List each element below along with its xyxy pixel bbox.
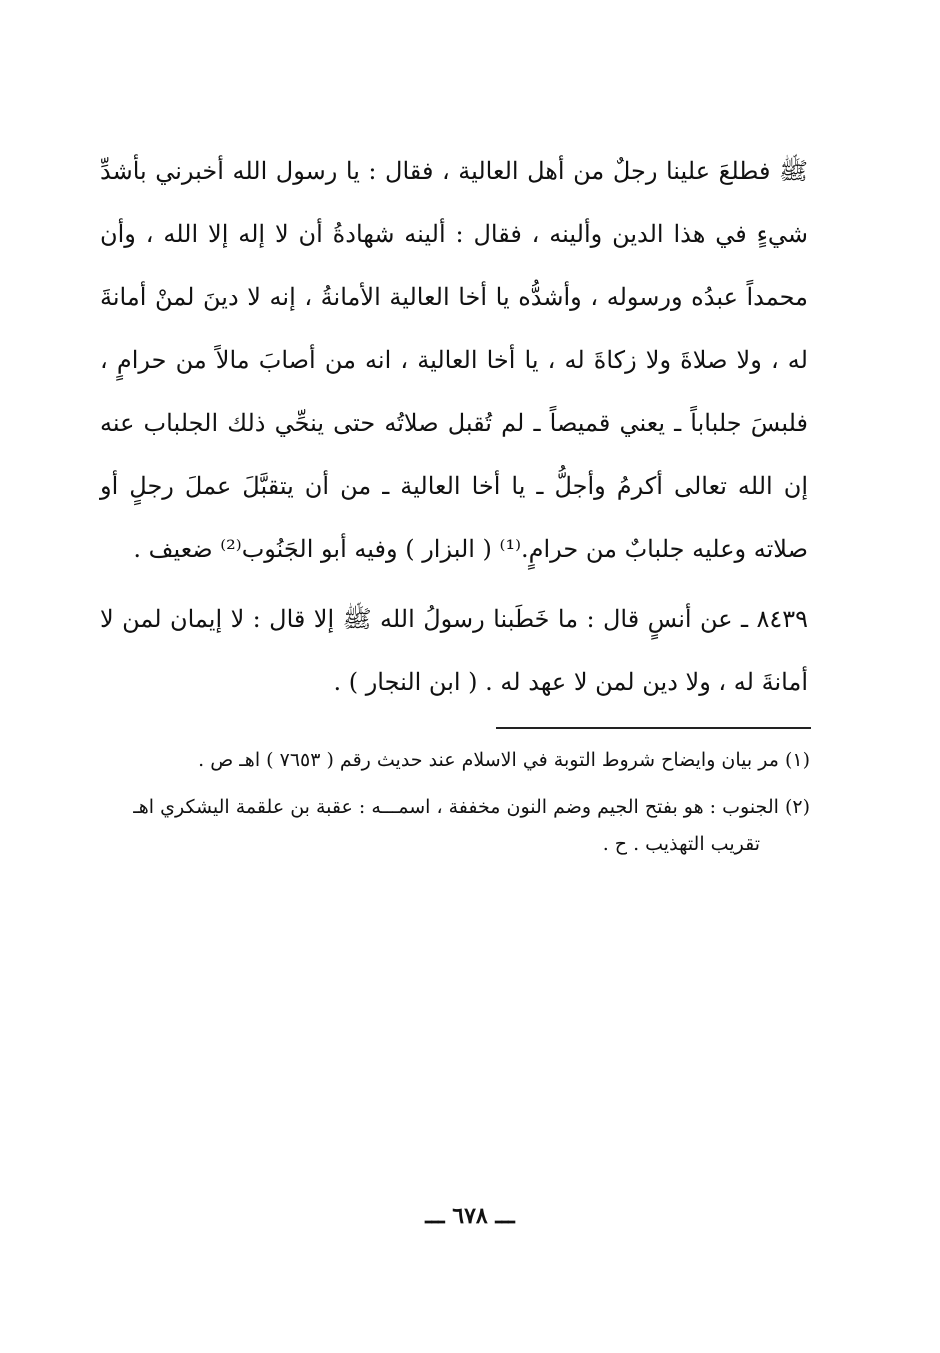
- text-line: إيمان لمن لا أمانةَ له ، ولا دين لمن لا عهد له . ( ابن النجار ) .: [100, 605, 808, 696]
- hadith-text: [100, 588, 808, 714]
- text-line: إن الله تعالى أكرمُ وأجلُّ ـ يا أخا العالية ـ من أن يتقبَّلَ عملَ رجلٍ أو صلاته: [100, 472, 808, 563]
- main-paragraph-text: [100, 140, 808, 581]
- footnote-line: اهـ ص .: [198, 749, 261, 771]
- main-paragraph: [100, 140, 808, 581]
- footnote-marker: (٢): [784, 796, 810, 818]
- text-line: ٨٤٣٩ ـ عن أنسٍ قال : ما خَطَبنا رسولُ الله ﷺ إلا قال : لا: [230, 605, 808, 633]
- footnote-line: الجنوب : هو بفتح الجيم وضم النون مخففة ، اسمـــه : عقبة بن علقمة: [235, 796, 779, 818]
- footnote-divider: [496, 727, 811, 729]
- footnote-line: مر بيان وايضاح شروط التوبة في الاسلام عند حديث رقم ( ٧٦٥٣ ): [266, 749, 779, 771]
- text-line: ﷺ فطلعَ علينا رجلٌ من أهل العالية ، فقال : يا رسول الله أخبرني بأشدِّ: [100, 157, 808, 185]
- footnote-line: اليشكري اهـ تقريب التهذيب . ح .: [133, 796, 760, 855]
- footnote-1: [100, 742, 810, 779]
- text-line: عبدُه ورسوله ، وأشدُّه يا أخا العالية الأمانةُ ، إنه لا دينَ لمنْ أمانةَ له ،: [100, 283, 808, 374]
- hadith-8439: [100, 588, 808, 714]
- text-line: ولا صلاةَ ولا زكاةَ له ، يا أخا العالية ، انه من أصابَ مالاً من حرامٍ ،: [100, 346, 762, 374]
- footnotes: [100, 742, 810, 873]
- text-line: وعليه جلبابٌ من حرامٍ.⁽¹⁾ ( البزار ) وفيه أبو الجَنُوب⁽²⁾ ضعيف .: [133, 535, 747, 563]
- page-number: ـــ ٦٧٨ ـــ: [425, 1203, 515, 1229]
- text-line: شيءٍ في هذا الدين وألينه ، فقال : ألينه شهادةُ أن لا إله إلا الله ، وأن محمداً: [100, 220, 808, 311]
- footnote-2: [100, 789, 810, 863]
- text-line: فلبسَ جلباباً ـ يعني قميصاً ـ لم تُقبل صلاتُه حتى ينحِّي ذلك الجلباب عنه: [100, 409, 808, 437]
- footnote-marker: (١): [784, 749, 810, 771]
